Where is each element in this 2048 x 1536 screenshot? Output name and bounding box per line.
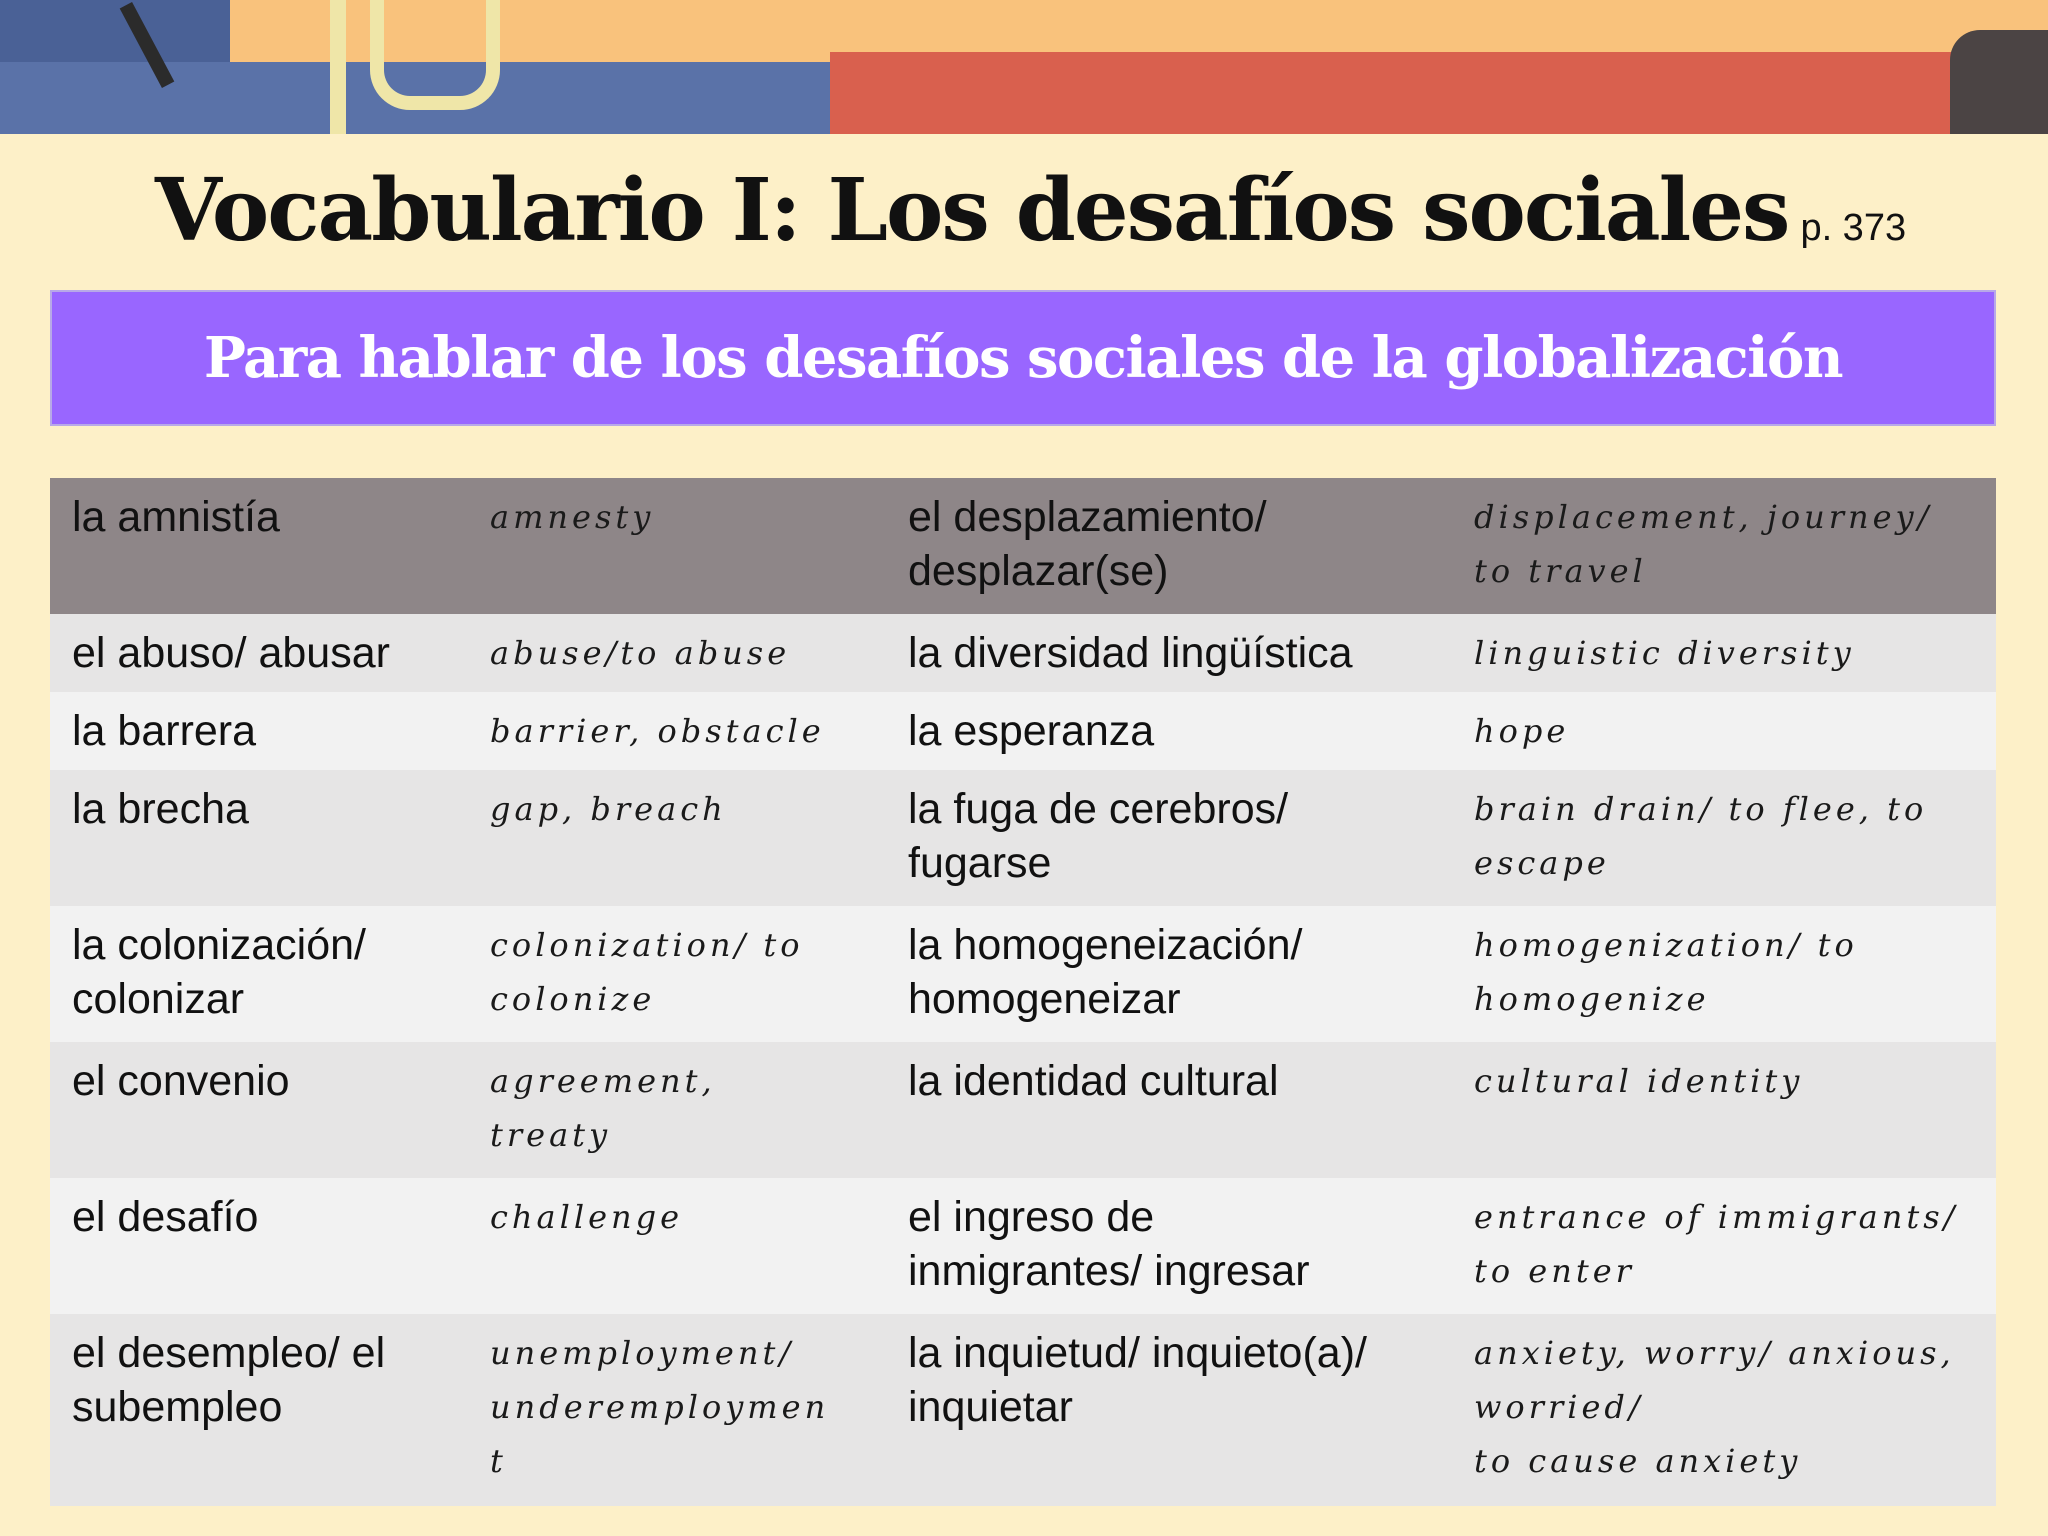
spanish-term: el desplazamiento/ desplazar(se) xyxy=(886,478,1452,614)
table-row xyxy=(50,906,1996,1042)
table-row xyxy=(50,478,1996,614)
spanish-term: la homogeneización/ homogeneizar xyxy=(886,906,1452,1042)
spanish-term: el desafío xyxy=(50,1178,468,1314)
spanish-term: la brecha xyxy=(50,770,468,906)
banner-cream-line xyxy=(330,0,346,134)
english-translation: agreement, treaty xyxy=(468,1042,886,1178)
spanish-term: la amnistía xyxy=(50,478,468,614)
spanish-term: la barrera xyxy=(50,692,468,770)
spanish-term: la inquietud/ inquieto(a)/ inquietar xyxy=(886,1314,1452,1506)
english-translation: anxiety, worry/ anxious, worried/ to cause anxiety xyxy=(1452,1314,1996,1506)
english-translation: cultural identity xyxy=(1452,1042,1996,1178)
english-translation: unemployment/ underemploymen t xyxy=(468,1314,886,1506)
slide-title xyxy=(155,160,1955,270)
table-row xyxy=(50,1314,1996,1506)
english-translation: homogenization/ to homogenize xyxy=(1452,906,1996,1042)
spanish-term: la colonización/ colonizar xyxy=(50,906,468,1042)
table-row xyxy=(50,1042,1996,1178)
english-translation: challenge xyxy=(468,1178,886,1314)
spanish-term: la fuga de cerebros/ fugarse xyxy=(886,770,1452,906)
page-reference: p. 373 xyxy=(1800,207,1907,249)
banner-red-block xyxy=(830,52,2048,134)
spanish-term: la esperanza xyxy=(886,692,1452,770)
spanish-term: la identidad cultural xyxy=(886,1042,1452,1178)
spanish-term: el ingreso de inmigrantes/ ingresar xyxy=(886,1178,1452,1314)
english-translation: brain drain/ to flee, to escape xyxy=(1452,770,1996,906)
banner-cream-shape xyxy=(370,0,500,110)
vocabulary-table xyxy=(50,478,1996,1506)
table-row xyxy=(50,1178,1996,1314)
english-translation: linguistic diversity xyxy=(1452,614,1996,692)
spanish-term: el convenio xyxy=(50,1042,468,1178)
english-translation: amnesty xyxy=(468,478,886,614)
banner-dark-shape xyxy=(1950,30,2048,134)
english-translation: entrance of immigrants/ to enter xyxy=(1452,1178,1996,1314)
spanish-term: el abuso/ abusar xyxy=(50,614,468,692)
subtitle-bar xyxy=(50,290,1996,426)
table-row xyxy=(50,770,1996,906)
spanish-term: la diversidad lingüística xyxy=(886,614,1452,692)
decorative-banner xyxy=(0,0,2048,134)
slide-title-text: Vocabulario I: Los desafíos sociales xyxy=(155,160,1789,261)
english-translation: colonization/ to colonize xyxy=(468,906,886,1042)
english-translation: gap, breach xyxy=(468,770,886,906)
english-translation: abuse/to abuse xyxy=(468,614,886,692)
table-row xyxy=(50,692,1996,770)
english-translation: hope xyxy=(1452,692,1996,770)
subtitle-text: Para hablar de los desafíos sociales de la globalización xyxy=(203,325,1843,391)
english-translation: barrier, obstacle xyxy=(468,692,886,770)
spanish-term: el desempleo/ el subempleo xyxy=(50,1314,468,1506)
english-translation: displacement, journey/ to travel xyxy=(1452,478,1996,614)
table-row xyxy=(50,614,1996,692)
